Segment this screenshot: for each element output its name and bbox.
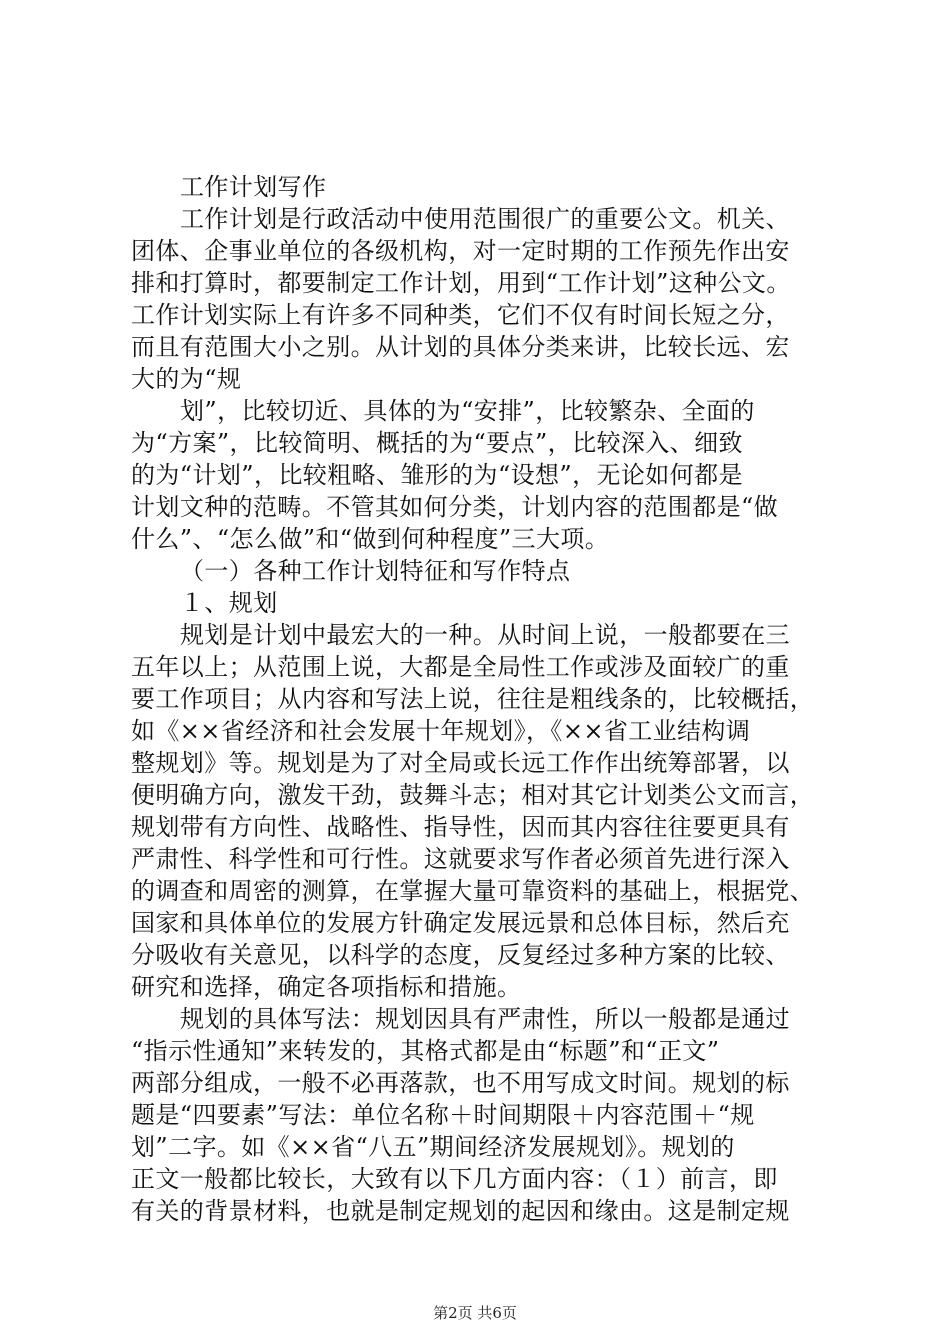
- text-line: 五年以上；从范围上说，大都是全局性工作或涉及面较广的重: [131, 653, 790, 681]
- text-line: 规划的具体写法：规划因具有严肃性，所以一般都是通过: [180, 1005, 790, 1033]
- text-line: 严肃性、科学性和可行性。这就要求写作者必须首先进行深入: [131, 845, 790, 873]
- text-line: 团体、企事业单位的各级机构，对一定时期的工作预先作出安: [131, 237, 790, 265]
- text-line: 什么”、“怎么做”和“做到何种程度”三大项。: [131, 525, 610, 553]
- text-line: 工作计划是行政活动中使用范围很广的重要公文。机关、: [180, 205, 790, 233]
- text-line: 正文一般都比较长，大致有以下几方面内容：（１）前言，即: [131, 1165, 778, 1193]
- subsection-heading: １、规划: [180, 589, 278, 617]
- document-title: 工作计划写作: [180, 173, 327, 201]
- text-line: 而且有范围大小之别。从计划的具体分类来讲，比较长远、宏: [131, 333, 790, 361]
- text-line: 划”二字。如《××省“八五”期间经济发展规划》。规划的: [131, 1133, 735, 1161]
- text-line: 规划是计划中最宏大的一种。从时间上说，一般都要在三: [180, 621, 790, 649]
- text-line: 如《××省经济和社会发展十年规划》，《××省工业结构调: [131, 717, 751, 745]
- page-footer: 第2页 共6页: [433, 1304, 517, 1322]
- section-heading: （一）各种工作计划特征和写作特点: [180, 557, 571, 585]
- text-line: 整规划》等。规划是为了对全局或长远工作作出统筹部署，以: [131, 749, 790, 777]
- text-line: 分吸收有关意见，以科学的态度，反复经过多种方案的比较、: [131, 941, 790, 969]
- text-line: 计划文种的范畴。不管其如何分类，计划内容的范围都是“做: [131, 493, 779, 521]
- text-line: 排和打算时，都要制定工作计划，用到“工作计划”这种公文。: [131, 269, 791, 297]
- text-line: “指示性通知”来转发的，其格式都是由“标题”和“正文”: [131, 1037, 720, 1065]
- text-line: 的为“计划”，比较粗略、雏形的为“设想”，无论如何都是: [131, 461, 743, 489]
- text-line: 为“方案”，比较简明、概括的为“要点”，比较深入、细致: [131, 429, 743, 457]
- text-line: 大的为“规: [131, 365, 242, 393]
- text-line: 国家和具体单位的发展方针确定发展远景和总体目标，然后充: [131, 909, 790, 937]
- text-line: 划”，比较切近、具体的为“安排”，比较繁杂、全面的: [180, 397, 755, 425]
- text-line: 有关的背景材料，也就是制定规划的起因和缘由。这是制定规: [131, 1197, 790, 1225]
- text-line: 规划带有方向性、战略性、指导性，因而其内容往往要更具有: [131, 813, 790, 841]
- text-line: 两部分组成，一般不必再落款，也不用写成文时间。规划的标: [131, 1069, 790, 1097]
- text-line: 便明确方向，激发干劲，鼓舞斗志；相对其它计划类公文而言，: [131, 781, 815, 809]
- text-line: 工作计划实际上有许多不同种类，它们不仅有时间长短之分，: [131, 301, 790, 329]
- text-line: 题是“四要素”写法：单位名称＋时间期限＋内容范围＋“规: [131, 1101, 755, 1129]
- text-line: 要工作项目；从内容和写法上说，往往是粗线条的，比较概括，: [131, 685, 815, 713]
- text-line: 研究和选择，确定各项指标和措施。: [131, 973, 522, 1001]
- text-line: 的调查和周密的测算，在掌握大量可靠资料的基础上，根据党、: [131, 877, 815, 905]
